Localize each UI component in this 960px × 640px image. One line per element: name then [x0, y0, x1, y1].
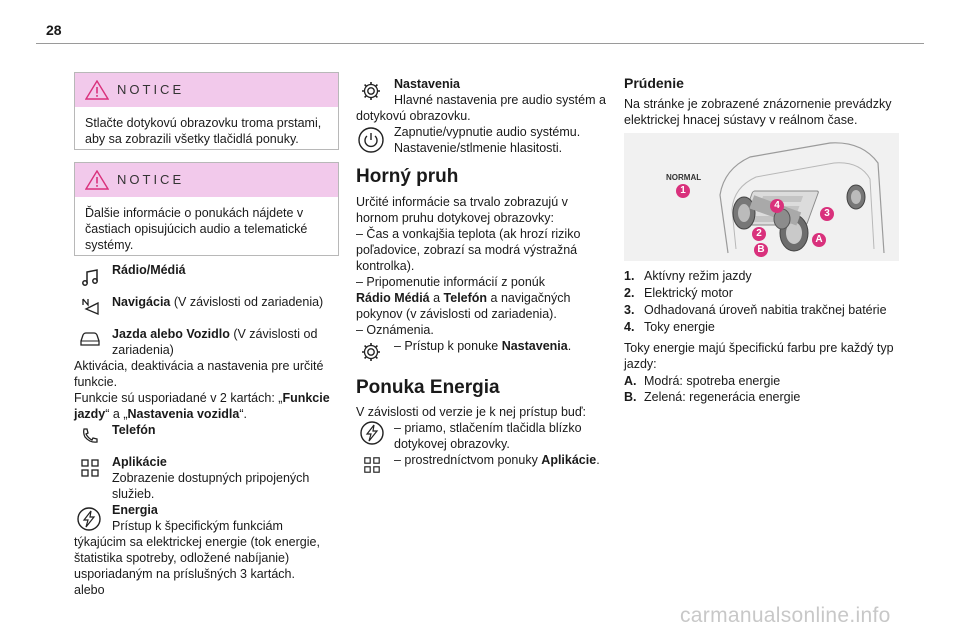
diagram-badge-a: A [812, 233, 826, 247]
notice-header [75, 163, 338, 197]
diagram-badge-b: B [754, 243, 768, 257]
page-number: 28 [46, 22, 62, 38]
settings-description: Hlavné nastavenia pre audio systém a dotykovú obrazovku. [356, 93, 606, 123]
top-bar-item-3: – Oznámenia. [356, 323, 434, 337]
menu-energy: Energia [112, 503, 158, 517]
apps-description: Zobrazenie dostupných pripojených služieb. [112, 471, 310, 501]
apps-grid-icon [80, 458, 100, 478]
warning-triangle-icon [85, 170, 109, 190]
energy-flow-diagram [624, 133, 899, 261]
top-bar-item-1: – Čas a vonkajšia teplota (ak hrozí riziko poľadovice, zobrazí sa modrá výstražná kontrolka). [356, 227, 581, 273]
notice-title: NOTICE [117, 82, 185, 97]
vehicle-outline-illustration [624, 133, 899, 261]
notice-box-1 [74, 72, 339, 150]
diagram-badge-4: 4 [770, 199, 784, 213]
music-note-icon [80, 268, 100, 288]
energy-way-1: – priamo, stlačením tlačidla blízko dotykovej obrazovky. [394, 421, 582, 451]
menu-radio-media: Rádio/Médiá [112, 263, 186, 277]
legend-item: 3. Odhadovaná úroveň nabitia trakčnej batérie [624, 303, 887, 317]
top-rule [36, 43, 924, 44]
diagram-badge-2: 2 [752, 227, 766, 241]
top-bar-intro: Určité informácie sa trvalo zobrazujú v hornom pruhu dotykovej obrazovky: [356, 195, 568, 225]
notice-box-2 [74, 162, 339, 256]
notice-title: NOTICE [117, 172, 185, 187]
menu-navigation: Navigácia (V závislosti od zariadenia) [112, 295, 324, 309]
navigation-arrow-icon [80, 296, 100, 316]
car-icon [79, 330, 101, 348]
watermark: carmanualsonline.info [680, 604, 891, 627]
energy-description: Prístup k špecifickým funkciám týkajúcim sa elektrickej energie (tok energie, štatistika spotreby, odložené nabíjanie) usporiadaným na príslušných 3 kartách. [74, 519, 320, 581]
power-button-icon [357, 126, 385, 154]
legend-list [624, 268, 900, 336]
settings-gear-icon [360, 341, 382, 363]
top-bar-item-2: – Pripomenutie informácií z ponúk Rádio Médiá a Telefón a navigačných pokynov (v závislosti od zariadenia). [356, 275, 571, 321]
notice-text: Stlačte dotykovú obrazovku troma prstami, aby sa zobrazili všetky tlačidlá ponuky. [85, 116, 322, 146]
or-text: alebo [74, 583, 105, 597]
driving-tabs: Funkcie sú usporiadané v 2 kartách: „Funkcie jazdy“ a „Nastavenia vozidla“. [74, 391, 330, 421]
flow-intro: Na stránke je zobrazené znázornenie prevádzky elektrickej hnacej sústavy v reálnom čase. [624, 97, 892, 127]
apps-grid-icon [363, 456, 381, 474]
settings-title: Nastavenia [394, 77, 461, 91]
menu-phone: Telefón [112, 423, 156, 437]
driving-description: Aktivácia, deaktivácia a nastavenia pre určité funkcie. [74, 359, 324, 389]
energy-menu-intro: V závislosti od verzie je k nej prístup buď: [356, 405, 587, 419]
top-bar-heading: Horný pruh [356, 166, 459, 187]
diagram-badge-1: 1 [676, 184, 690, 198]
color-item: A. Modrá: spotreba energie [624, 374, 781, 388]
legend-item: 2. Elektrický motor [624, 286, 733, 300]
energy-way-2: – prostredníctvom ponuky Aplikácie. [394, 453, 600, 467]
color-item: B. Zelená: regenerácia energie [624, 390, 801, 404]
power-description-2: Nastavenie/stlmenie hlasitosti. [394, 141, 563, 155]
flow-heading: Prúdenie [624, 75, 684, 91]
top-bar-item-4: – Prístup k ponuke Nastavenia. [394, 339, 572, 353]
phone-icon [80, 426, 100, 446]
energy-menu-heading: Ponuka Energia [356, 377, 500, 398]
legend-item: 4. Toky energie [624, 320, 715, 334]
power-description-1: Zapnutie/vypnutie audio systému. [394, 125, 581, 139]
colors-list [624, 373, 900, 405]
diagram-badge-3: 3 [820, 207, 834, 221]
colors-intro: Toky energie majú špecifickú farbu pre každý typ jazdy: [624, 341, 894, 371]
energy-bolt-icon [359, 420, 385, 446]
menu-driving: Jazda alebo Vozidlo (V závislosti od zariadenia) [112, 327, 318, 357]
menu-apps: Aplikácie [112, 455, 167, 469]
warning-triangle-icon [85, 80, 109, 100]
legend-item: 1. Aktívny režim jazdy [624, 269, 752, 283]
notice-header [75, 73, 338, 107]
driving-mode-label: NORMAL [666, 173, 702, 182]
notice-text: Ďalšie informácie o ponukách nájdete v častiach opisujúcich audio a telematické systémy. [85, 206, 308, 252]
